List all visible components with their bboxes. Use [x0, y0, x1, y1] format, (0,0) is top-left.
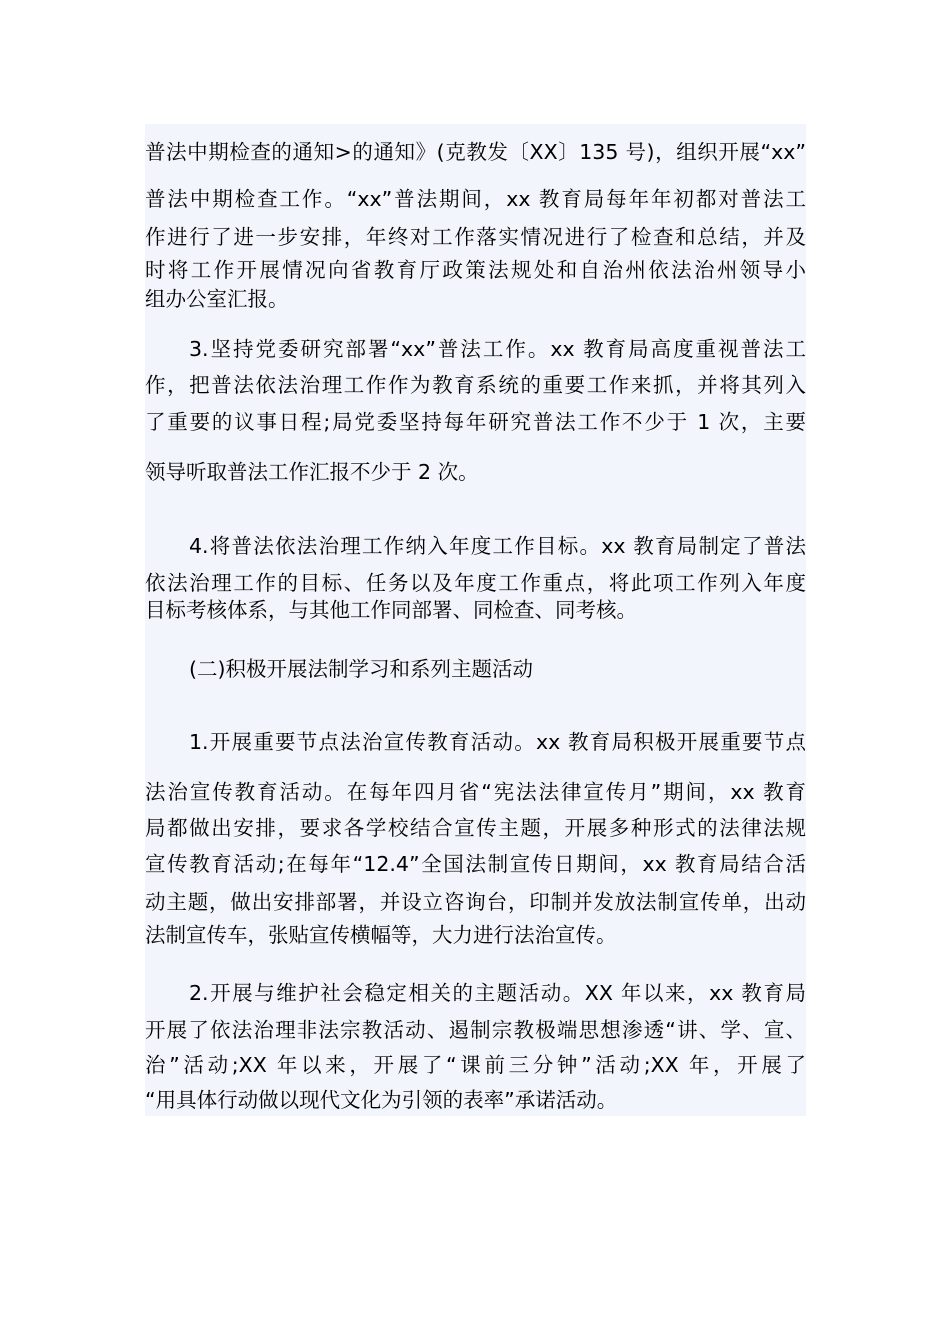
section-heading: (二)积极开展法制学习和系列主题活动	[189, 657, 533, 681]
paragraph-line: 宣传教育活动;在每年“12.4”全国法制宣传日期间，xx 教育局结合活	[145, 852, 806, 876]
paragraph-line: 法治宣传教育活动。在每年四月省“宪法法律宣传月”期间，xx 教育	[145, 780, 806, 804]
paragraph-line: 1.开展重要节点法治宣传教育活动。xx 教育局积极开展重要节点	[189, 730, 806, 754]
paragraph-line: 4.将普法依法治理工作纳入年度工作目标。xx 教育局制定了普法	[189, 534, 806, 558]
paragraph-line: 作进行了进一步安排，年终对工作落实情况进行了检查和总结，并及	[145, 225, 806, 249]
paragraph-line: 依法治理工作的目标、任务以及年度工作重点，将此项工作列入年度	[145, 571, 806, 595]
paragraph-line: “用具体行动做以现代文化为引领的表率”承诺活动。	[145, 1088, 618, 1112]
paragraph-line: 动主题，做出安排部署，并设立咨询台，印制并发放法制宣传单，出动	[145, 890, 806, 914]
paragraph-line: 时将工作开展情况向省教育厅政策法规处和自治州依法治州领导小	[145, 258, 806, 282]
paragraph-line: 法制宣传车，张贴宣传横幅等，大力进行法治宣传。	[145, 923, 617, 947]
paragraph-line: 组办公室汇报。	[145, 287, 289, 311]
document-body	[145, 124, 806, 1116]
paragraph-line: 3.坚持党委研究部署“xx”普法工作。xx 教育局高度重视普法工	[189, 337, 806, 361]
paragraph-line: 普法中期检查工作。“xx”普法期间，xx 教育局每年年初都对普法工	[145, 187, 806, 211]
paragraph-line: 开展了依法治理非法宗教活动、遏制宗教极端思想渗透“讲、学、宣、	[145, 1018, 806, 1042]
paragraph-line: 领导听取普法工作汇报不少于 2 次。	[145, 460, 479, 484]
paragraph-line: 普法中期检查的通知>的通知》(克教发〔XX〕135 号)，组织开展“xx”	[145, 140, 806, 164]
paragraph-line: 治”活动;XX 年以来，开展了“课前三分钟”活动;XX 年，开展了	[145, 1053, 806, 1077]
paragraph-line: 局都做出安排，要求各学校结合宣传主题，开展多种形式的法律法规	[145, 816, 806, 840]
paragraph-line: 目标考核体系，与其他工作同部署、同检查、同考核。	[145, 598, 637, 622]
paragraph-line: 作，把普法依法治理工作作为教育系统的重要工作来抓，并将其列入	[145, 373, 806, 397]
paragraph-line: 2.开展与维护社会稳定相关的主题活动。XX 年以来，xx 教育局	[189, 981, 806, 1005]
paragraph-line: 了重要的议事日程;局党委坚持每年研究普法工作不少于 1 次，主要	[145, 410, 806, 434]
